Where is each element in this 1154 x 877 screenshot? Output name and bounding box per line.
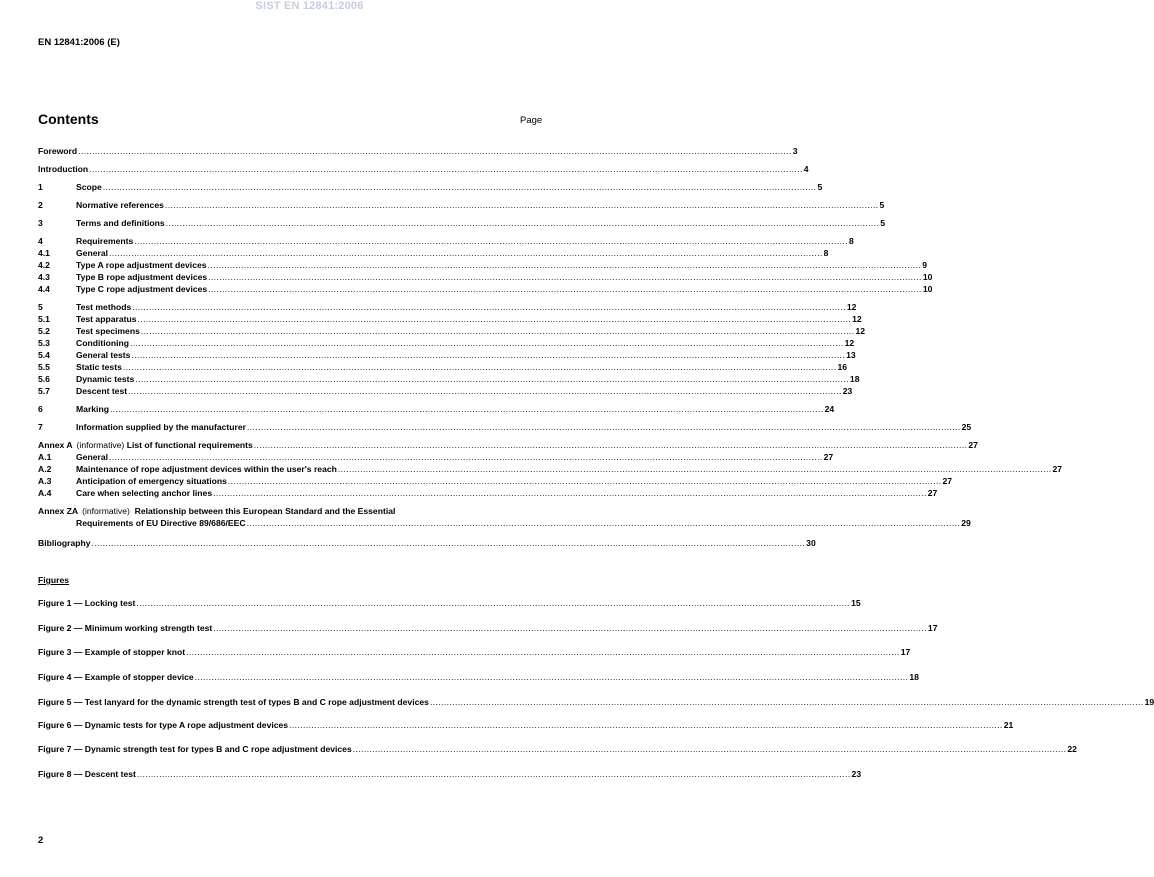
dot-leader: [165, 200, 879, 211]
dot-leader: [138, 314, 852, 325]
toc-entry-title: Conditioning: [76, 338, 129, 348]
toc-entry-number: A.4: [38, 488, 52, 498]
toc-entry-annex-za-continued[interactable]: [38, 518, 971, 529]
dot-leader: [208, 284, 922, 295]
toc-entry-title-continued: Requirements of EU Directive 89/686/EEC: [76, 518, 246, 528]
toc-entry[interactable]: [38, 182, 823, 193]
toc-entry-page: 22: [1067, 744, 1077, 754]
toc-entry[interactable]: [38, 362, 848, 373]
toc-entry-annex-za[interactable]: [38, 506, 545, 517]
toc-entry-number: 4.1: [38, 248, 50, 258]
toc-entry-title: Maintenance of rope adjustment devices within the user's reach: [76, 464, 337, 474]
toc-entry[interactable]: [38, 476, 953, 487]
toc-entry-number: Annex ZA: [38, 506, 79, 516]
toc-entry[interactable]: [38, 284, 933, 295]
toc-entry[interactable]: [38, 386, 853, 397]
document-id: EN 12841:2006 (E): [38, 37, 120, 48]
toc-entry-title: Relationship between this European Standard and the Essential: [134, 506, 396, 516]
toc-entry-number: 5.4: [38, 350, 50, 360]
dot-leader: [89, 164, 803, 175]
dot-leader: [213, 488, 927, 499]
toc-entry-title: Bibliography: [38, 538, 91, 548]
toc-entry-title: Terms and definitions: [76, 218, 165, 228]
dot-leader: [186, 647, 900, 658]
figure-entry[interactable]: [38, 672, 919, 683]
dot-leader: [338, 464, 1052, 475]
dot-leader: [208, 272, 922, 283]
figure-entry[interactable]: [38, 623, 938, 634]
toc-entry-page: 23: [851, 769, 862, 779]
toc-entry-title: Test apparatus: [76, 314, 137, 324]
toc-entry-title: Type B rope adjustment devices: [76, 272, 208, 282]
figure-entry[interactable]: [38, 744, 1077, 755]
toc-entry-title: Figure 7 — Dynamic strength test for types B and C rope adjustment devices: [38, 744, 352, 754]
toc-entry[interactable]: [38, 272, 933, 283]
dot-leader: [141, 326, 855, 337]
toc-entry-page: 12: [844, 338, 855, 348]
toc-entry-title: Figure 8 — Descent test: [38, 769, 136, 779]
dot-leader: [430, 697, 1144, 708]
toc-entry-page: 13: [846, 350, 856, 360]
toc-entry-page: 10: [922, 284, 933, 294]
toc-entry-title: Type A rope adjustment devices: [76, 260, 207, 270]
dot-leader: [208, 260, 922, 271]
toc-entry-page: 16: [837, 362, 848, 372]
toc-entry[interactable]: [38, 440, 978, 451]
toc-entry-number: A.3: [38, 476, 52, 486]
toc-entry-title: Information supplied by the manufacturer: [76, 422, 246, 432]
toc-entry-page: 4: [803, 164, 809, 174]
toc-entry[interactable]: [38, 248, 829, 259]
dot-leader: [109, 248, 823, 259]
toc-entry-title: Anticipation of emergency situations: [76, 476, 227, 486]
toc-entry-number: 5.7: [38, 386, 50, 396]
dot-leader: [195, 672, 909, 683]
dot-leader: [134, 236, 848, 247]
dot-leader: [254, 440, 968, 451]
toc-entry[interactable]: [38, 338, 855, 349]
dot-leader: [92, 538, 806, 549]
dot-leader: [166, 218, 880, 229]
toc-entry-number: 4.4: [38, 284, 50, 294]
figures-heading: Figures: [38, 575, 70, 585]
toc-entry-title: Figure 2 — Minimum working strength test: [38, 623, 213, 633]
toc-entry-number: 5.1: [38, 314, 50, 324]
toc-entry-page: 18: [849, 374, 860, 384]
toc-entry-number: 3: [38, 218, 43, 228]
toc-entry-page: 17: [900, 647, 911, 657]
watermark: SIST EN 12841:2006: [255, 0, 364, 12]
page-column-header: Page: [520, 115, 543, 126]
toc-entry-number: 5: [38, 302, 43, 312]
toc-entry-title: Descent test: [76, 386, 128, 396]
toc-entry-title: Foreword: [38, 146, 78, 156]
toc-entry[interactable]: [38, 314, 862, 325]
toc-entry-number: 5.3: [38, 338, 50, 348]
toc-entry-page: 24: [824, 404, 835, 414]
toc-entry-title: Test methods: [76, 302, 132, 312]
toc-entry-title: General: [76, 452, 109, 462]
toc-entry-title: General tests: [76, 350, 131, 360]
toc-entry[interactable]: [38, 146, 798, 157]
contents-title: Contents: [38, 111, 99, 127]
toc-entry-number: 4.2: [38, 260, 50, 270]
toc-entry-number: A.1: [38, 452, 52, 462]
toc-entry-number: 4.3: [38, 272, 50, 282]
toc-entry[interactable]: [38, 260, 927, 271]
toc-entry-page: 12: [852, 314, 862, 324]
dot-leader: [135, 374, 849, 385]
toc-entry-page: 15: [851, 598, 861, 608]
toc-entry[interactable]: [38, 350, 856, 361]
dot-leader: [78, 146, 792, 157]
dot-leader: [123, 362, 837, 373]
toc-entry-title: Figure 4 — Example of stopper device: [38, 672, 194, 682]
toc-entry[interactable]: [38, 236, 854, 247]
dot-leader: [228, 476, 942, 487]
toc-entry-title: Static tests: [76, 362, 122, 372]
toc-entry-number: A.2: [38, 464, 52, 474]
dot-leader: [289, 720, 1003, 731]
toc-entry-page: 17: [927, 623, 938, 633]
toc-entry-page: 5: [880, 218, 886, 228]
dot-leader: [131, 350, 845, 361]
toc-entry-title: Introduction: [38, 164, 89, 174]
dot-leader: [247, 518, 961, 529]
toc-entry-page: 27: [968, 440, 978, 450]
toc-entry-page: 30: [806, 538, 816, 548]
toc-entry-page: 5: [817, 182, 823, 192]
toc-entry-page: 5: [879, 200, 885, 210]
toc-entry[interactable]: [38, 488, 938, 499]
toc-entry-page: 27: [942, 476, 953, 486]
dot-leader: [247, 422, 961, 433]
toc-entry[interactable]: [38, 218, 886, 229]
annex-type-note: (informative): [82, 506, 130, 516]
toc-entry-number: 5.6: [38, 374, 50, 384]
toc-entry[interactable]: [38, 452, 834, 463]
figure-entry[interactable]: [38, 697, 1154, 708]
dot-leader: [103, 182, 817, 193]
toc-entry[interactable]: [38, 464, 1063, 475]
toc-entry-title: Scope: [76, 182, 102, 192]
toc-entry-number: 4: [38, 236, 43, 246]
dot-leader: [132, 302, 846, 313]
toc-entry-page: 27: [823, 452, 834, 462]
toc-entry-title: Figure 3 — Example of stopper knot: [38, 647, 186, 657]
toc-entry-title: General: [76, 248, 109, 258]
dot-leader: [213, 623, 927, 634]
toc-entry-number: 6: [38, 404, 43, 414]
toc-entry-page: 8: [848, 236, 854, 246]
toc-entry-title: Figure 5 — Test lanyard for the dynamic strength test of types B and C rope adjustment devices: [38, 697, 429, 707]
toc-entry[interactable]: [38, 404, 835, 415]
dot-leader: [130, 338, 844, 349]
toc-entry-title: Care when selecting anchor lines: [76, 488, 213, 498]
toc-entry[interactable]: [38, 374, 860, 385]
annex-type-note: (informative): [76, 440, 125, 450]
toc-entry-number: 7: [38, 422, 43, 432]
toc-entry-title: Type C rope adjustment devices: [76, 284, 208, 294]
toc-entry-page: 12: [846, 302, 857, 312]
dot-leader: [110, 404, 824, 415]
toc-entry-page: 29: [961, 518, 971, 528]
toc-entry-title: Marking: [76, 404, 109, 414]
toc-entry-title: Figure 1 — Locking test: [38, 598, 136, 608]
toc-entry-page: 9: [922, 260, 927, 270]
figure-entry[interactable]: [38, 598, 861, 609]
figure-entry[interactable]: [38, 769, 862, 780]
toc-entry-number: 5.5: [38, 362, 50, 372]
toc-entry-title: Requirements: [76, 236, 134, 246]
toc-entry-page: 21: [1003, 720, 1014, 730]
toc-entry-number: 1: [38, 182, 43, 192]
toc-entry-title: Test specimens: [76, 326, 140, 336]
toc-entry-page: 12: [855, 326, 866, 336]
toc-entry-title: Dynamic tests: [76, 374, 135, 384]
page-number: 2: [38, 835, 44, 846]
figure-entry[interactable]: [38, 720, 1014, 731]
toc-entry-page: 25: [961, 422, 972, 432]
toc-entry-page: 10: [922, 272, 933, 282]
toc-entry[interactable]: [38, 302, 857, 313]
toc-entry-page: 27: [927, 488, 938, 498]
toc-entry-page: 19: [1144, 697, 1154, 707]
toc-entry[interactable]: [38, 422, 972, 433]
toc-entry-page: 3: [792, 146, 798, 156]
dot-leader: [128, 386, 842, 397]
toc-entry-page: 18: [909, 672, 919, 682]
toc-entry[interactable]: [38, 326, 866, 337]
toc-entry-title: Figure 6 — Dynamic tests for type A rope adjustment devices: [38, 720, 289, 730]
dot-leader: [353, 744, 1067, 755]
figure-entry[interactable]: [38, 647, 911, 658]
toc-entry-bibliography[interactable]: [38, 538, 816, 549]
dot-leader: [137, 769, 851, 780]
toc-entry-title: Normative references: [76, 200, 164, 210]
toc-entry-number: 2: [38, 200, 43, 210]
toc-entry-number: 5.2: [38, 326, 50, 336]
dot-leader: [109, 452, 823, 463]
toc-entry[interactable]: [38, 200, 885, 211]
toc-entry-page: 8: [823, 248, 829, 258]
toc-entry-page: 23: [842, 386, 853, 396]
dot-leader: [136, 598, 850, 609]
toc-entry[interactable]: [38, 164, 809, 175]
toc-entry-number: Annex A: [38, 440, 73, 450]
toc-entry-page: 27: [1052, 464, 1063, 474]
toc-entry-title: List of functional requirements: [126, 440, 253, 450]
